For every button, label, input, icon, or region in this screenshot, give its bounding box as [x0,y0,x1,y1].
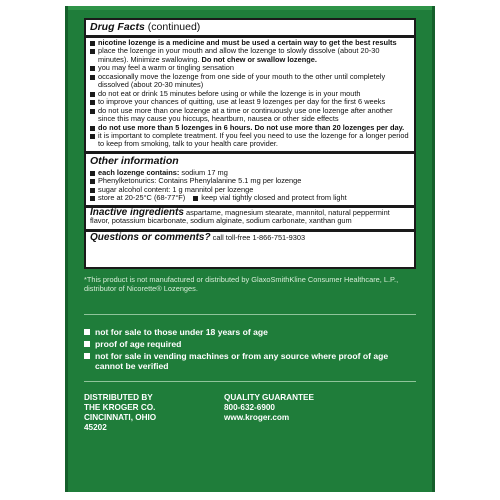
drug-facts-title: Drug Facts [90,21,145,33]
list-item: keep vial tightly closed and protect from light [193,194,346,202]
drug-facts-title-suffix: (continued) [147,21,201,33]
drug-facts-panel [84,18,416,269]
storage-row [90,194,410,202]
manufacturer-footnote: *This product is not manufactured or distributed by GlaxoSmithKline Consumer Healthcare, L.P., distributor of Nicorette® Lozenges. [84,275,399,293]
package-back-panel [65,6,435,492]
white-divider [84,381,416,382]
list-item: Phenylketonurics: Contains Phenylalanine 5.1 mg per lozenge [90,177,410,185]
list-item: proof of age required [84,339,416,349]
questions-text: call toll-free 1-866-751-9303 [210,232,306,242]
questions-title: Questions or comments? [90,231,211,243]
list-item: occasionally move the lozenge from one side of your mouth to the other until completely dissolved (about 20-30 minutes) [90,73,410,90]
list-item: to improve your chances of quitting, use at least 9 lozenges per day for the first 6 weeks [90,98,410,106]
list-item: nicotine lozenge is a medicine and must be used a certain way to get the best results [90,39,410,47]
company-info [84,393,416,433]
list-item: do not use more than one lozenge at a time or continuously use one lozenge after another since this may cause you hiccups, heartburn, nausea or other side effects [90,107,410,124]
distributor-block: DISTRIBUTED BY THE KROGER CO. CINCINNATI, OHIO 45202 [84,393,157,432]
list-item: do not use more than 5 lozenges in 6 hours. Do not use more than 20 lozenges per day. [90,124,410,132]
sale-warnings [84,327,416,373]
list-item: place the lozenge in your mouth and allow the lozenge to slowly dissolve (about 20-30 minutes). Minimize swallowing. Do not chew or swallow lozenge. [90,47,410,64]
directions-list [86,38,414,150]
list-item: it is important to complete treatment. If you feel you need to use the lozenge for a longer period to keep from smoking, talk to your health care provider. [90,132,410,149]
list-item: you may feel a warm or tingling sensation [90,64,410,72]
inactive-ingredients [86,208,414,228]
list-item: each lozenge contains: sodium 17 mg [90,169,410,177]
other-info-list [86,168,414,204]
white-divider [84,314,416,315]
inactive-ingredients-text: aspartame, magnesium stearate, mannitol, natural peppermint flavor, potassium bicarbonate, sodium alginate, sodium carbonate, xanthan gum [90,207,390,226]
inactive-ingredients-title: Inactive ingredients [90,206,184,218]
list-item: not for sale in vending machines or from any source where proof of age cannot be verified [84,351,416,371]
list-item: do not eat or drink 15 minutes before using or while the lozenge is in your mouth [90,90,410,98]
drug-facts-heading [86,20,414,34]
guarantee-block: QUALITY GUARANTEE 800-632-6900 www.kroger.com [224,393,314,422]
list-item: store at 20-25°C (68-77°F) [90,194,185,202]
other-info-heading: Other information [90,154,179,167]
list-item: not for sale to those under 18 years of age [84,327,416,337]
list-item: sugar alcohol content: 1 g mannitol per lozenge [90,186,410,194]
questions-section [86,232,414,245]
